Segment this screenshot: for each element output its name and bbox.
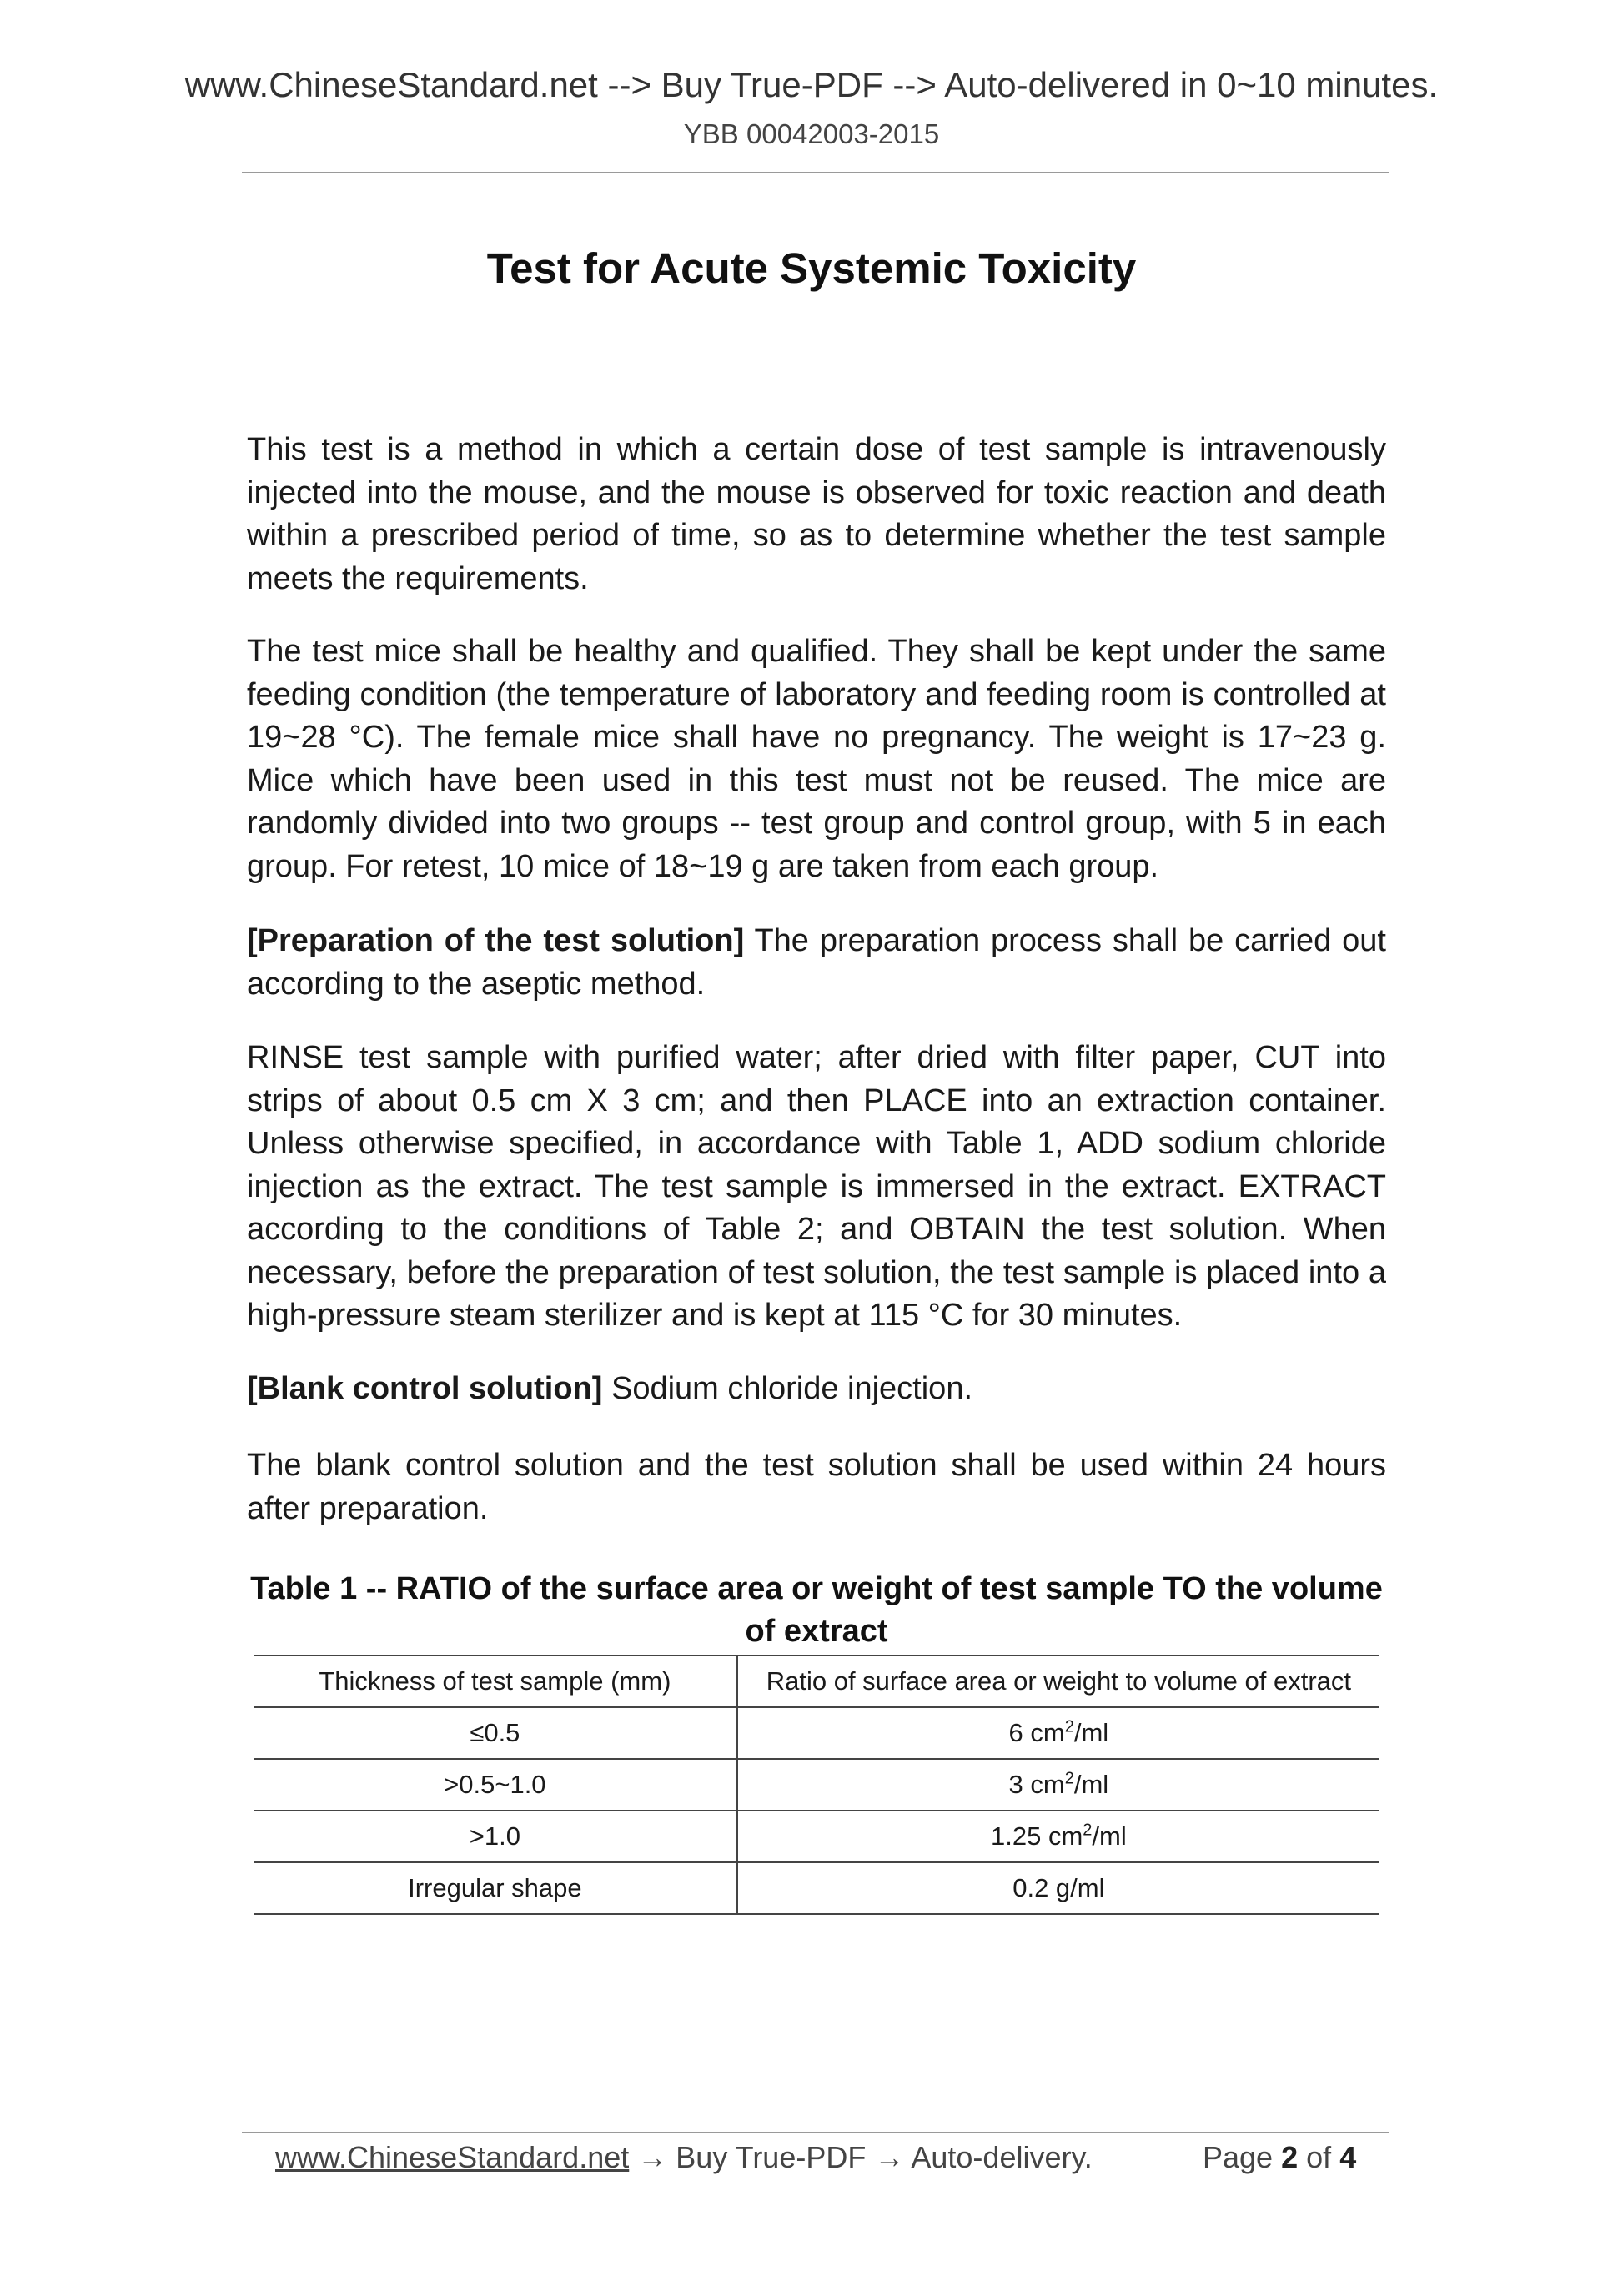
table-cell-ratio: 6 $cm^2/ml$ <box>737 1707 1379 1759</box>
table-caption: Table 1 -- RATIO of the surface area or weight of test sample TO the volume of extract <box>250 1571 1383 1649</box>
page-label: Page <box>1203 2140 1274 2174</box>
preparation-text: The preparation process shall be carried out according to the aseptic method. <box>247 923 1386 1002</box>
table-cell-ratio: 1.25 $cm^2/ml$ <box>737 1811 1379 1862</box>
header-banner: www.ChineseStandard.net --> Buy True-PDF --> Auto-delivered in 0~10 minutes. <box>184 65 1439 104</box>
paragraph-intro: This test is a method in which a certain dose of test sample is intravenously injected into the mouse, and the mouse is observed for toxic reaction and death within a prescribed period of time, so as to determine whether the test sample meets the requirements. <box>247 432 1386 596</box>
page-number: 2 <box>1281 2140 1299 2174</box>
paragraph-test-mice: The test mice shall be healthy and qualified. They shall be kept under the same feeding condition (the temperature of laboratory and feeding room is controlled at 19~28 °C). The female mice shall have no pregnancy. The weight is 17~23 g. Mice which have been used in this test must not be reused. The mice are randomly divided into two groups -- test group and control group, with 5 in each group. For retest, 10 mice of 18~19 g are taken from each group. <box>247 634 1386 884</box>
ratio-table <box>254 1655 1379 1915</box>
footer-links <box>275 2140 1093 2175</box>
table-header-row <box>254 1655 1379 1707</box>
blank-control-heading: [Blank control solution] <box>247 1371 603 1406</box>
standard-code: YBB 00042003-2015 <box>683 118 940 149</box>
paragraph-preparation <box>247 920 1386 1006</box>
blank-control-text: Sodium chloride injection. <box>602 1371 973 1406</box>
table-cell-thickness: >0.5~1.0 <box>254 1759 737 1811</box>
footer-delivery-text: Auto-delivery. <box>911 2140 1093 2174</box>
table-cell-thickness: >1.0 <box>254 1811 737 1862</box>
table-cell-ratio: 0.2 g/ml <box>737 1862 1379 1914</box>
page-title: Test for Acute Systemic Toxicity <box>486 244 1137 292</box>
table-cell-thickness: Irregular shape <box>254 1862 737 1914</box>
paragraph-procedure: RINSE test sample with purified water; after dried with filter paper, CUT into strips of about 0.5 cm X 3 cm; and then PLACE into an extraction container. Unless otherwise specified, in accordance with Table 1, ADD sodium chloride injection as the extract. The test sample is immersed in the extract. EXTRACT according to the conditions of Table 2; and OBTAIN the test solution. When necessary, before the preparation of test solution, the test sample is placed into a high-pressure steam sterilizer and is kept at 115 °C for 30 minutes. <box>247 1040 1386 1333</box>
footer-divider <box>242 2132 1389 2133</box>
table-cell-thickness: ≤0.5 <box>254 1707 737 1759</box>
footer-buy-text: Buy True-PDF <box>676 2140 867 2174</box>
preparation-heading: [Preparation of the test solution] <box>247 923 745 958</box>
page-indicator <box>1203 2140 1356 2175</box>
paragraph-blank-control <box>247 1368 1386 1411</box>
footer-site-link[interactable]: www.ChineseStandard.net <box>275 2140 630 2174</box>
table-header-thickness: Thickness of test sample (mm) <box>254 1655 737 1707</box>
of-label: of <box>1306 2140 1332 2174</box>
page-total: 4 <box>1339 2140 1357 2174</box>
table-row <box>254 1862 1379 1914</box>
paragraph-usage-window: The blank control solution and the test solution shall be used within 24 hours after preparation. <box>247 1448 1386 1526</box>
table-row <box>254 1759 1379 1811</box>
arrow-right-icon: → <box>637 2140 668 2174</box>
table-row <box>254 1707 1379 1759</box>
arrow-right-icon: → <box>874 2140 905 2174</box>
table-cell-ratio: 3 $cm^2/ml$ <box>737 1759 1379 1811</box>
table-row <box>254 1811 1379 1862</box>
header-divider <box>242 172 1389 173</box>
table-header-ratio: Ratio of surface area or weight to volume of extract <box>737 1655 1379 1707</box>
